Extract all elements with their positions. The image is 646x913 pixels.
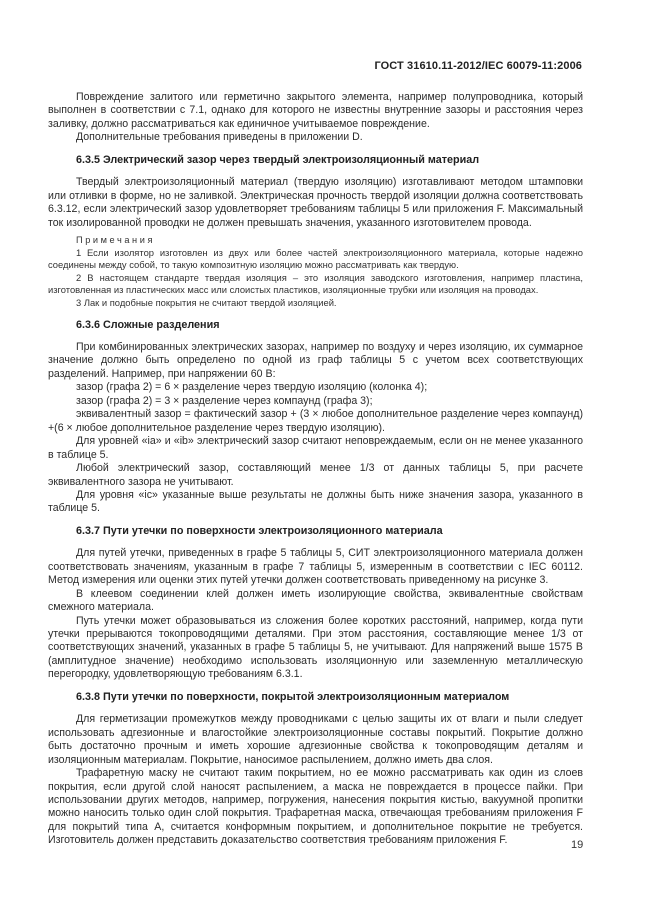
note-item: 1 Если изолятор изготовлен из двух или более частей электроизоляционного материала, которые надежно соединены между собой, то такую композитную изоляцию можно рассматривать как твердую.: [48, 246, 583, 271]
intro-paragraph: Повреждение залитого или герметично закрытого элемента, например полупроводника, который выполнен в соответствии с 7.1, однако для которого не известны внутренние зазоры и расстояния через заливку, должно рассматриваться как единичное учитываемое повреждение.: [48, 91, 583, 130]
note-item: 3 Лак и подобные покрытия не считают твердой изоляцией.: [76, 297, 337, 308]
section-heading-6-3-7: 6.3.7 Пути утечки по поверхности электроизоляционного материала: [76, 524, 443, 537]
section-paragraph: В клеевом соединении клей должен иметь изолирующие свойства, эквивалентные свойствам смежного материала.: [48, 587, 583, 614]
intro-paragraph: Дополнительные требования приведены в приложении D.: [76, 131, 363, 144]
section-heading-6-3-8: 6.3.8 Пути утечки по поверхности, покрытой электроизоляционным материалом: [76, 690, 510, 703]
section-paragraph: Для уровней «ia» и «ib» электрический зазор считают неповреждаемым, если он не менее указанного в таблице 5.: [48, 435, 583, 461]
formula-line: зазор (графа 2) = 6 × разделение через твердую изоляцию (колонка 4);: [76, 381, 428, 394]
notes-block: [48, 234, 583, 310]
page-content: [48, 91, 583, 848]
section-paragraph: При комбинированных электрических зазорах, например по воздуху и через изоляцию, их суммарное значение должно быть определено по одной из граф таблицы 5 с учетом всех соответствующих разделений. Например, при напряжении 60 В:: [48, 341, 583, 380]
section-paragraph: Путь утечки может образовываться из сложения более коротких расстояний, например, когда пути утечки прерываются токопроводящими деталями. При этом расстояния, составляющие менее 1/3 от соответствующих значений, указанных в графе 5 таблицы 5, не учитывают. Для напряжений выше 1575 В (амплитудное значение) необходимо использовать изоляционную или заземленную металлическую перегородку, удовлетворяющую требованиям 6.3.1.: [48, 614, 583, 681]
section-paragraph: Для уровня «ic» указанные выше результаты не должны быть ниже значения зазора, указанного в таблице 5.: [48, 488, 583, 515]
formula-line: зазор (графа 2) = 3 × разделение через компаунд (графа 3);: [76, 394, 373, 407]
section-paragraph: Для путей утечки, приведенных в графе 5 таблицы 5, СИТ электроизоляционного материала должен соответствовать значениям, указанным в графе 7 таблицы 5, измеренным в соответствии с IEC 60112. Метод измерения или оценки этих путей утечки должен соответствовать приведенному на рисунке 3.: [48, 547, 583, 587]
section-paragraph: Для герметизации промежутков между проводниками с целью защиты их от влаги и пыли следует использовать адгезионные и влагостойкие электроизоляционные составы покрытий. Покрытие должно быть достаточно прочным и иметь хорошие адгезионные свойства к токопроводящим деталям и изоляционным материалам. Покрытие, наносимое распылением, должно иметь два слоя.: [48, 713, 583, 766]
section-paragraph: Трафаретную маску не считают таким покрытием, но ее можно рассматривать как один из слоев покрытия, если другой слой наносят распылением, а маска не повреждается в процессе пайки. При использовании других методов, например, погружения, нанесения покрытия кистью, вакуумной пропитки можно наносить только один слой покрытия. Трафаретная маска, отвечающая требованиям приложения F для покрытий типа А, считается конформным покрытием, и дополнительное покрытие не требуется. Изготовитель должен представить доказательство соответствия требованиям приложения F.: [48, 767, 583, 847]
section-heading-6-3-5: 6.3.5 Электрический зазор через твердый электроизоляционный материал: [76, 153, 480, 166]
formula-line: эквивалентный зазор = фактический зазор + (3 × любое дополнительное разделение через компаунд) +(6 × любое дополнительное разделение через твердую изоляцию).: [48, 408, 583, 434]
section-paragraph: Твердый электроизоляционный материал (твердую изоляцию) изготавливают методом штамповки или отливки в форме, но не заливкой. Электрическая прочность твердой изоляции должна соответствовать 6.3.12, если электрический зазор удовлетворяет требованиям таблицы 5 или приложения F. Максимальный ток изолированной проводки не должен превышать значения, указанного изготовителем провода.: [48, 176, 583, 229]
notes-title: Примечания: [76, 235, 156, 246]
note-item: 2 В настоящем стандарте твердая изоляция – это изоляция заводского изготовления, например пластина, изготовленная из пластических масс или слоистых пластиков, изоляционные трубки или изоляция на проводах.: [48, 271, 583, 296]
document-header-standard: ГОСТ 31610.11-2012/IEC 60079-11:2006: [374, 60, 582, 72]
section-paragraph: Любой электрический зазор, составляющий менее 1/3 от данных таблицы 5, при расчете эквивалентного зазора не учитывают.: [48, 462, 583, 488]
section-heading-6-3-6: 6.3.6 Сложные разделения: [76, 318, 220, 331]
page-number: 19: [571, 839, 584, 851]
